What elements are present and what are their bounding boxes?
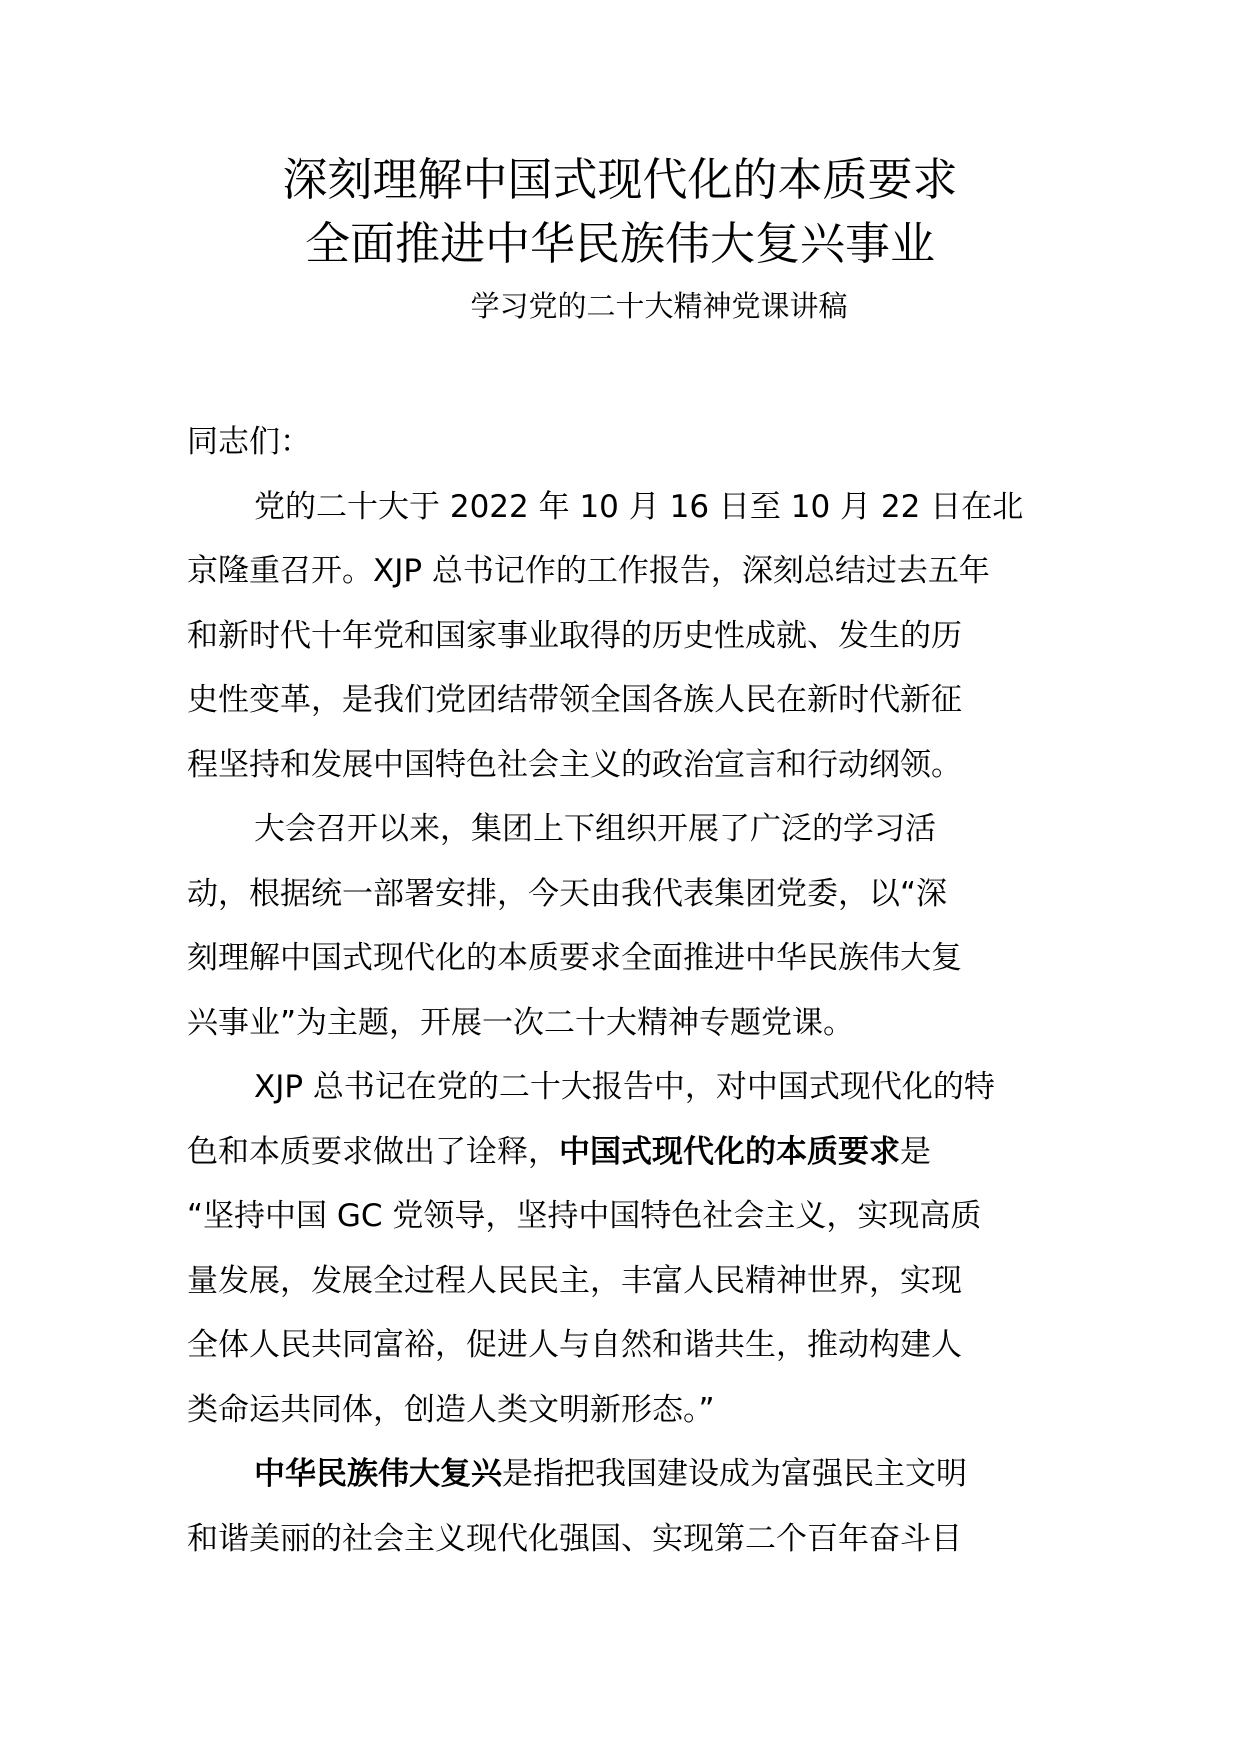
paragraph-line: XJP 总书记在党的二十大报告中，对中国式现代化的特 — [254, 1069, 995, 1105]
paragraph-3 — [187, 1055, 1057, 1442]
document-subtitle: 学习党的二十大精神党课讲稿 — [470, 289, 848, 323]
document-body — [187, 410, 1057, 1571]
paragraph-text: 色和本质要求做出了诠释， — [187, 1133, 559, 1170]
paragraph-line: 大会召开以来，集团上下组织开展了广泛的学习活 — [254, 811, 936, 847]
paragraph-line: 程坚持和发展中国特色社会主义的政治宣言和行动纲领。 — [187, 746, 962, 783]
paragraph-line — [187, 1120, 1057, 1185]
paragraph-4 — [187, 1442, 1057, 1571]
paragraph-line: 类命运共同体，创造人类文明新形态。” — [187, 1391, 715, 1428]
paragraph-text: 是指把我国建设成为富强民主文明 — [502, 1456, 967, 1492]
paragraph-line — [187, 1442, 1057, 1507]
paragraph-line: 兴事业”为主题，开展一次二十大精神专题党课。 — [187, 1004, 855, 1041]
paragraph-line: 刻理解中国式现代化的本质要求全面推进中华民族伟大复 — [187, 940, 962, 976]
title-line-1: 深刻理解中国式现代化的本质要求 — [282, 153, 958, 206]
title-line-2: 全面推进中华民族伟大复兴事业 — [304, 217, 935, 270]
paragraph-line: 和谐美丽的社会主义现代化强国、实现第二个百年奋斗目 — [187, 1520, 962, 1557]
paragraph-line: 量发展，发展全过程人民民主，丰富人民精神世界，实现 — [187, 1262, 962, 1299]
bold-phrase: 中华民族伟大复兴 — [254, 1456, 502, 1492]
paragraph-line: 和新时代十年党和国家事业取得的历史性成就、发生的历 — [187, 617, 962, 654]
document-title — [0, 148, 1240, 276]
paragraph-1 — [187, 475, 1057, 798]
bold-phrase: 中国式现代化的本质要求 — [559, 1133, 900, 1170]
paragraph-text: 是 — [900, 1133, 931, 1170]
salutation: 同志们： — [187, 424, 311, 460]
paragraph-2 — [187, 797, 1057, 1055]
paragraph-line: 全体人民共同富裕，促进人与自然和谐共生，推动构建人 — [187, 1327, 962, 1363]
paragraph-line: 史性变革，是我们党团结带领全国各族人民在新时代新征 — [187, 682, 962, 718]
paragraph-line: 党的二十大于 2022 年 10 月 16 日至 10 月 22 日在北 — [254, 488, 1024, 525]
paragraph-line: 动，根据统一部署安排，今天由我代表集团党委，以“深 — [187, 875, 948, 912]
paragraph-line: “坚持中国 GC 党领导，坚持中国特色社会主义，实现高质 — [187, 1198, 982, 1234]
paragraph-line: 京隆重召开。XJP 总书记作的工作报告，深刻总结过去五年 — [187, 553, 990, 589]
